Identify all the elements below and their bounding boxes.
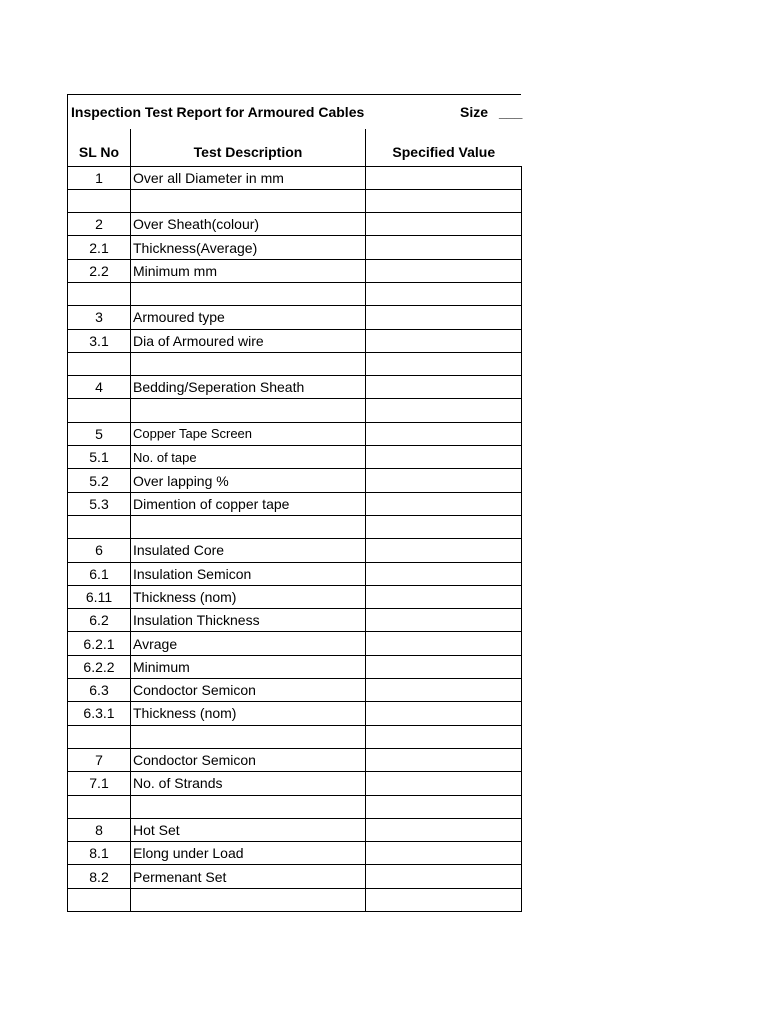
table-row [68, 492, 522, 515]
sl-no-cell: 6.2 [68, 609, 131, 632]
specified-value-cell[interactable] [366, 306, 522, 329]
specified-value-cell[interactable] [366, 446, 522, 469]
header-test-description: Test Description [131, 129, 366, 166]
specified-value-cell[interactable] [366, 818, 522, 841]
size-blank: ___ [499, 104, 523, 120]
sl-no-cell: 6.3 [68, 679, 131, 702]
test-description-cell: Insulation Semicon [131, 562, 366, 585]
specified-value-cell[interactable] [366, 236, 522, 259]
table-row [68, 352, 522, 375]
sl-no-cell [68, 352, 131, 375]
specified-value-cell[interactable] [366, 166, 522, 189]
table-row [68, 306, 522, 329]
specified-value-cell[interactable] [366, 655, 522, 678]
sl-no-cell: 6.11 [68, 585, 131, 608]
specified-value-cell[interactable] [366, 632, 522, 655]
test-description-cell: Minimum mm [131, 259, 366, 282]
test-description-cell: Over Sheath(colour) [131, 213, 366, 236]
sl-no-cell [68, 282, 131, 305]
sl-no-cell: 3.1 [68, 329, 131, 352]
table-header-row [68, 129, 522, 166]
test-description-cell: Thickness (nom) [131, 702, 366, 725]
table-row [68, 469, 522, 492]
test-description-cell: Minimum [131, 655, 366, 678]
table-row [68, 213, 522, 236]
sl-no-cell: 6.3.1 [68, 702, 131, 725]
sl-no-cell: 6.1 [68, 562, 131, 585]
table-row [68, 446, 522, 469]
sl-no-cell: 4 [68, 376, 131, 399]
specified-value-cell[interactable] [366, 702, 522, 725]
sl-no-cell: 5.3 [68, 492, 131, 515]
table-row [68, 539, 522, 562]
table-row [68, 282, 522, 305]
table-row [68, 236, 522, 259]
table-row [68, 632, 522, 655]
specified-value-cell[interactable] [366, 609, 522, 632]
test-description-cell [131, 282, 366, 305]
test-description-cell [131, 515, 366, 538]
table-row [68, 399, 522, 422]
specified-value-cell[interactable] [366, 772, 522, 795]
sl-no-cell: 1 [68, 166, 131, 189]
test-description-cell: Thickness (nom) [131, 585, 366, 608]
table-row [68, 585, 522, 608]
sl-no-cell: 6.2.2 [68, 655, 131, 678]
test-description-cell: Over all Diameter in mm [131, 166, 366, 189]
sl-no-cell: 6.2.1 [68, 632, 131, 655]
table-row [68, 655, 522, 678]
header-specified-value: Specified Value [392, 144, 496, 161]
specified-value-cell[interactable] [366, 562, 522, 585]
sl-no-cell: 2.1 [68, 236, 131, 259]
specified-value-cell[interactable] [366, 376, 522, 399]
sl-no-cell: 7 [68, 748, 131, 771]
sl-no-cell [68, 725, 131, 748]
table-row [68, 166, 522, 189]
test-description-cell [131, 888, 366, 911]
test-description-cell: Permenant Set [131, 865, 366, 888]
sl-no-cell [68, 399, 131, 422]
test-description-cell: No. of Strands [131, 772, 366, 795]
table-row [68, 772, 522, 795]
sl-no-cell: 2.2 [68, 259, 131, 282]
test-description-cell: Thickness(Average) [131, 236, 366, 259]
sl-no-cell: 2 [68, 213, 131, 236]
test-description-cell: Dia of Armoured wire [131, 329, 366, 352]
test-description-cell: Elong under Load [131, 842, 366, 865]
table-row [68, 818, 522, 841]
table-row [68, 748, 522, 771]
header-sl-no: SL No [68, 129, 131, 166]
specified-value-cell[interactable] [366, 352, 522, 375]
size-label: Size [460, 104, 489, 120]
specified-value-cell[interactable] [366, 469, 522, 492]
specified-value-cell[interactable] [366, 539, 522, 562]
specified-value-cell[interactable] [366, 725, 522, 748]
table-row [68, 842, 522, 865]
specified-value-cell[interactable] [366, 888, 522, 911]
sl-no-cell: 5.1 [68, 446, 131, 469]
sl-no-cell: 8.2 [68, 865, 131, 888]
table-row [68, 795, 522, 818]
test-description-cell: Bedding/Seperation Sheath [131, 376, 366, 399]
report-title-row [67, 94, 521, 129]
test-description-cell: Hot Set [131, 818, 366, 841]
test-description-cell [131, 399, 366, 422]
table-row [68, 259, 522, 282]
test-description-cell [131, 795, 366, 818]
sl-no-cell [68, 189, 131, 212]
specified-value-cell[interactable] [366, 795, 522, 818]
table-row [68, 562, 522, 585]
specified-value-cell[interactable] [366, 679, 522, 702]
specified-value-cell[interactable] [366, 865, 522, 888]
test-description-cell: Insulated Core [131, 539, 366, 562]
sl-no-cell: 5.2 [68, 469, 131, 492]
specified-value-cell[interactable] [366, 585, 522, 608]
test-description-cell: Dimention of copper tape [131, 492, 366, 515]
test-description-cell: Condoctor Semicon [131, 679, 366, 702]
test-description-cell: Avrage [131, 632, 366, 655]
sl-no-cell: 3 [68, 306, 131, 329]
table-row [68, 189, 522, 212]
test-description-cell [131, 725, 366, 748]
sl-no-cell: 5 [68, 422, 131, 445]
specified-value-cell[interactable] [366, 748, 522, 771]
specified-value-cell[interactable] [366, 515, 522, 538]
test-description-cell: Copper Tape Screen [131, 422, 366, 445]
specified-value-cell[interactable] [366, 259, 522, 282]
specified-value-cell[interactable] [366, 213, 522, 236]
inspection-report-sheet [67, 94, 521, 912]
test-description-cell: No. of tape [131, 446, 366, 469]
test-description-cell: Condoctor Semicon [131, 748, 366, 771]
test-description-cell [131, 189, 366, 212]
table-row [68, 725, 522, 748]
specified-value-cell[interactable] [366, 399, 522, 422]
specified-value-cell[interactable] [366, 329, 522, 352]
test-table [67, 129, 522, 912]
test-description-cell: Insulation Thickness [131, 609, 366, 632]
sl-no-cell: 8 [68, 818, 131, 841]
table-row [68, 376, 522, 399]
specified-value-cell[interactable] [366, 189, 522, 212]
test-description-cell: Armoured type [131, 306, 366, 329]
table-row [68, 515, 522, 538]
specified-value-cell[interactable] [366, 492, 522, 515]
sl-no-cell: 7.1 [68, 772, 131, 795]
table-row [68, 865, 522, 888]
table-row [68, 679, 522, 702]
specified-value-cell[interactable] [366, 422, 522, 445]
specified-value-cell[interactable] [366, 282, 522, 305]
table-row [68, 702, 522, 725]
test-description-cell [131, 352, 366, 375]
sl-no-cell [68, 795, 131, 818]
table-row [68, 329, 522, 352]
test-description-cell: Over lapping % [131, 469, 366, 492]
specified-value-cell[interactable] [366, 842, 522, 865]
table-row [68, 422, 522, 445]
sl-no-cell: 8.1 [68, 842, 131, 865]
sl-no-cell [68, 888, 131, 911]
table-row [68, 888, 522, 911]
sl-no-cell: 6 [68, 539, 131, 562]
report-title: Inspection Test Report for Armoured Cables [71, 104, 365, 120]
table-row [68, 609, 522, 632]
sl-no-cell [68, 515, 131, 538]
